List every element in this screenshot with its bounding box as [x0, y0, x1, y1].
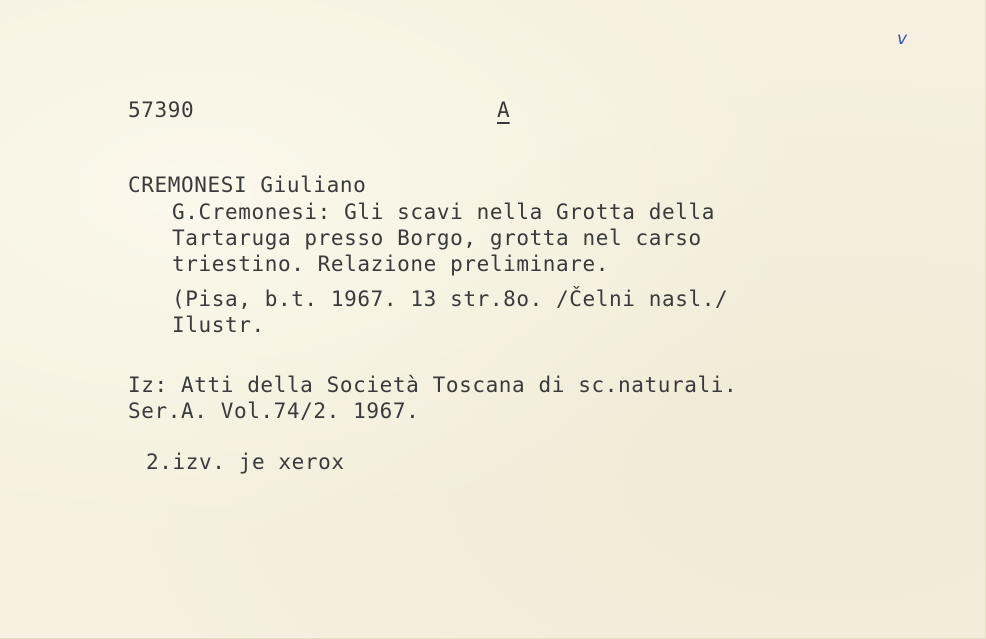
- title-line: triestino. Relazione preliminare.: [172, 252, 610, 276]
- shelf-letter: A: [497, 98, 510, 122]
- note: 2.izv. je xerox: [146, 450, 345, 474]
- imprint-line: Ilustr.: [172, 313, 265, 337]
- check-mark: v: [897, 29, 908, 49]
- author-heading: CREMONESI Giuliano: [128, 173, 367, 197]
- source-line: Ser.A. Vol.74/2. 1967.: [128, 399, 420, 423]
- title-line: G.Cremonesi: Gli scavi nella Grotta della: [172, 200, 715, 224]
- imprint-line: (Pisa, b.t. 1967. 13 str.8o. /Čelni nasl./: [172, 287, 729, 311]
- source-line: Iz: Atti della Società Toscana di sc.naturali.: [128, 373, 738, 397]
- catalog-number: 57390: [128, 98, 195, 122]
- title-line: Tartaruga presso Borgo, grotta nel carso: [172, 226, 702, 250]
